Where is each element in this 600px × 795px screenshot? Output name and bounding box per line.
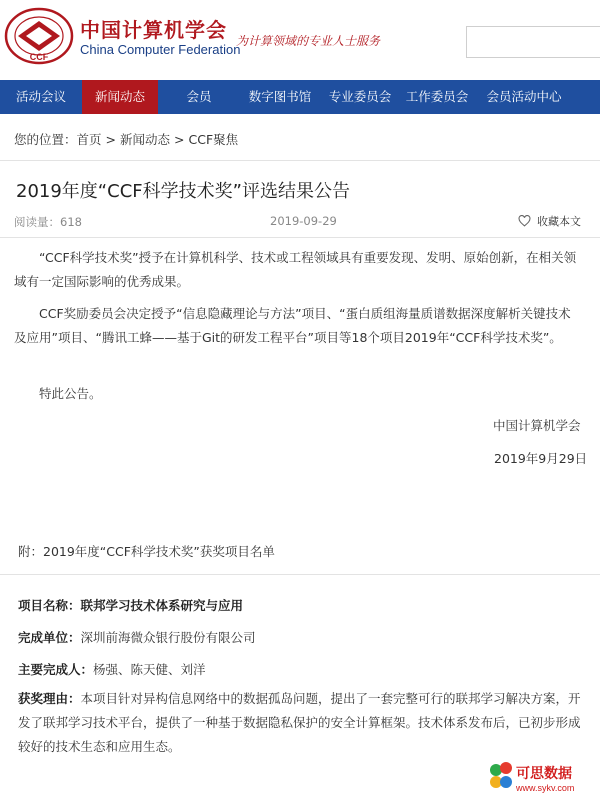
award-unit-label: 完成单位： xyxy=(18,630,81,645)
favorite-button[interactable] xyxy=(518,213,581,229)
nav-item-news[interactable]: 新闻动态 xyxy=(82,80,158,114)
nav-item-events[interactable]: 活动会议 xyxy=(15,89,66,104)
article-title: 2019年度“CCF科学技术奖”评选结果公告 xyxy=(16,181,350,202)
ccf-logo[interactable] xyxy=(4,6,74,66)
award-unit-row xyxy=(18,628,256,646)
award-people-label: 主要完成人： xyxy=(18,662,94,677)
publish-date: 2019-09-29 xyxy=(270,214,337,228)
brand-name-cn: 中国计算机学会 xyxy=(80,18,227,42)
breadcrumb-separator: > xyxy=(105,132,117,147)
site-header xyxy=(0,0,600,80)
article-paragraph: CCF奖励委员会决定授予“信息隐藏理论与方法”项目、“蛋白质组海量质谱数据深度解析关键技术及应用”项目、“腾讯工蜂——基于Git的研发工程平台”项目等18个项目2019年“CCF科学技术奖”。 xyxy=(14,306,571,345)
signature-date: 2019年9月29日 xyxy=(494,451,588,466)
slogan: 为计算领域的专业人士服务 xyxy=(236,34,381,48)
nav-item-digital-library[interactable]: 数字图书馆 xyxy=(248,89,312,104)
nav-item-members[interactable]: 会员 xyxy=(186,89,212,104)
divider xyxy=(0,237,600,238)
divider xyxy=(0,574,600,575)
divider xyxy=(0,160,600,161)
heart-icon xyxy=(518,215,531,227)
breadcrumb-home[interactable]: 首页 xyxy=(76,132,102,147)
award-people: 杨强、陈天健、刘洋 xyxy=(93,662,206,677)
breadcrumb-news[interactable]: 新闻动态 xyxy=(120,132,171,147)
article-notice: 特此公告。 xyxy=(39,386,102,401)
breadcrumb-separator: > xyxy=(174,132,185,147)
svg-text:www.sykv.com: www.sykv.com xyxy=(516,783,575,793)
brand-name-en: China Computer Federation xyxy=(80,42,241,57)
award-name-label: 项目名称： xyxy=(18,598,81,613)
nav-item-work-committees[interactable]: 工作委员会 xyxy=(405,89,469,104)
watermark-logo xyxy=(484,758,600,795)
breadcrumb xyxy=(14,130,238,148)
search-input[interactable] xyxy=(466,26,600,58)
read-count: 阅读量：618 xyxy=(14,215,82,229)
attachment-heading: 附：2019年度“CCF科学技术奖”获奖项目名单 xyxy=(18,544,275,559)
award-people-row xyxy=(18,660,206,678)
main-nav xyxy=(0,80,600,114)
nav-item-member-center[interactable]: 会员活动中心 xyxy=(486,89,562,104)
award-reason xyxy=(18,687,584,759)
breadcrumb-ccf-focus[interactable]: CCF聚焦 xyxy=(188,132,239,147)
award-reason-text: 本项目针对异构信息网络中的数据孤岛问题，提出了一套完整可行的联邦学习解决方案，开发了联邦学习技术平台，提供了一种基于数据隐私保护的安全计算框架。技术体系发布后，已初步形成较好的技术生态和应用生态。 xyxy=(18,691,581,754)
breadcrumb-prefix: 您的位置： xyxy=(14,132,77,147)
article-paragraph: “CCF科学技术奖”授予在计算机科学、技术或工程领域具有重要发现、发明、原始创新，在相关领域有一定国际影响的优秀成果。 xyxy=(14,250,577,289)
award-name-row xyxy=(18,596,243,614)
signature: 中国计算机学会 xyxy=(493,418,581,433)
award-name: 联邦学习技术体系研究与应用 xyxy=(80,598,244,613)
award-unit: 深圳前海微众银行股份有限公司 xyxy=(80,630,256,645)
award-reason-label: 获奖理由： xyxy=(18,691,81,706)
favorite-label: 收藏本文 xyxy=(537,215,581,228)
nav-item-committees[interactable]: 专业委员会 xyxy=(328,89,392,104)
svg-text:CCF: CCF xyxy=(29,52,49,62)
svg-text:可思数据: 可思数据 xyxy=(516,766,572,782)
